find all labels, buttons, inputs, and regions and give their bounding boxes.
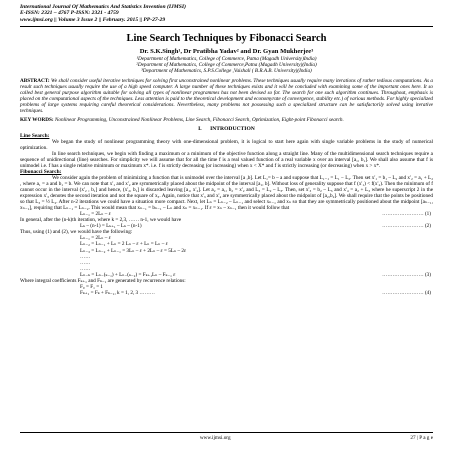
keywords-text: Nonlinear Programming, Unconstrained Nonlinear Problems, Line Search, Fibonacci Search, Optimization, Eight-point Fibonacci search. bbox=[54, 116, 344, 123]
page-footer bbox=[20, 432, 433, 441]
fibonacci-search-paragraph: We consider again the problem of minimizing a function that is unimodel over the interval [a ,b]. Let L₁= b – a and suppose that L₁₋₁ = L₁ − L₂. Then set x'₁ = b₁ – L₂ and x'₂ = a₁ + L₂ , where a₁ = a and b₁ = b. We can note that x'₁ and x'₂ are symmetrically placed about the midpoint of the interval [a₁, b]. Without loss of generality suppose that f (x'₁) < f(x'₂). Then the minimum of f cannot occur in the interval (x'₂ , b₁] and hence, (x'₂, b₁] is discarded leaving [a₁, x'₂]. Let a₂ = a₁, b₂ = x'₂ and L₃ = L₂ – L₃. Then, set x'₃ = b₂ – L₃ and x'₄ = a₂ + L₃ where he superscript 2 in the expression x'₃ denotes the second iteration and not the square of x₃. Again, notice that x'₃ and x'₄ are symmetrically placed about the midpoint of [a₂,b₂]. We shall require that the points be positioned so that L₃ = ½ L₂. After n-2 iterations we could have a situation more compact. Next, let Lₙ = Lₙ₋₂ – Lₙ₋₁ and select xₙ₋₁ and xₙ so that they are symmetrically positioned about the midpoint [aₙ₋₁, xₙ₋₁], requiring that Lₙ₋₁ = Lₙ₋₂. This would mean that xₙ₋₁ = bₙ₋₁ – Lₙ and xₙ = xₙ₋₁. If ε = xₙ – xₙ₋₁ then it would follow that bbox=[20, 174, 433, 212]
equation-4 bbox=[20, 290, 433, 296]
section-title: INTRODUCTION bbox=[210, 125, 255, 132]
equation-2-number: …………………… (2) bbox=[382, 223, 431, 230]
journal-issue: www.ijmsi.org || Volume 3 Issue 2 || February. 2015 || PP-27-29 bbox=[20, 16, 166, 23]
footer-rule bbox=[20, 432, 433, 433]
affiliation-1: ¹Department of Mathematics, College of Commerce, Patna (Magadh University)India) bbox=[136, 56, 317, 63]
affiliation-2: ²Department of Mathematics, College of Commerce,Patna (Magadh University)(India) bbox=[136, 62, 317, 69]
journal-header bbox=[20, 4, 433, 23]
fibonacci-search-heading: Fibonacci Search: bbox=[20, 168, 62, 175]
line-search-paragraph-1: We began the study of nonlinear programming theory with one-dimensional problem, it is logical to start here again with single variable problems in the study of numerical optimization. bbox=[20, 138, 433, 151]
footer-page-number: 27 | P a g e bbox=[410, 435, 433, 441]
recurrence-intro: Where integral coefficients Fₖ₊₁ and Fₖ₋₁ are generated by recurrence relations: bbox=[20, 277, 186, 284]
derivation-line-text: Lₙ₋₂ = Lₙ₋₁ + Lₙ = 2 Lₙ – ε + Lₙ = Lₙ – ε bbox=[80, 241, 168, 248]
journal-issn: E-ISSN: 2321 – 4767 P-ISSN: 2321 - 4759 bbox=[20, 10, 119, 17]
line-search-heading: Line Search: bbox=[20, 132, 50, 139]
line-search-paragraph-2: In line search techniques, we begin with finding a maximum or a minimum of the objective function along a straight line. Many of the multidimensional search techniques require a sequence of unidirectional (line) searches. For simplicity we will assume that for all the time f is a real valued function of a real variable x over an interval [a₁, b₁]. We shall also assume that f is unimodel i.e. f has a single relative minimum or maximum x*. i.e. f is strictly decreasing (or increasing) when x < X* and f is strictly increasing (or decreasing) when x > x*. bbox=[20, 150, 433, 169]
affiliation-3: ³Department of Mathematics, S.P.S.College ,Vaishali ( B.R.A.B. University)(India) bbox=[141, 68, 312, 75]
derivation-line-text: Lₙ₋₁ = 2Lₙ – ε bbox=[80, 235, 111, 242]
author-list: Dr. S.K.Singh¹, Dr Pratibha Yadav² and Dr. Gyan Mukherjee³ bbox=[139, 48, 314, 56]
footer-site: www.ijmsi.org bbox=[199, 435, 231, 441]
equation-2-expr: Lₖ – (n-1) = Lₖ₊₁ – Lₖ – (n-1) bbox=[80, 223, 142, 230]
paper-title: Line Search Techniques by Fibonacci Search bbox=[126, 33, 327, 45]
abstract-label: ABSTRACT: bbox=[20, 78, 50, 85]
keywords-label: KEY WORDS: bbox=[20, 116, 54, 123]
abstract bbox=[20, 78, 433, 114]
equation-3-expr: Lₙ₋ₖ = Lₙ₋(ₖ₋₁) + Lₙ₋(ₖ₋₂) = Fₖ₊₁Lₙ – Fₖ₋₁ ε bbox=[80, 271, 176, 278]
section-heading bbox=[20, 126, 433, 132]
header-rule bbox=[20, 26, 433, 27]
keywords bbox=[20, 117, 433, 123]
equation-4-expr: Fₖ₊₁ = Fₖ + Fₖ₋₁, k = 1, 2, 3 ……… bbox=[80, 289, 155, 296]
section-number: I. bbox=[198, 125, 202, 132]
equation-4-number: …………………… (4) bbox=[382, 289, 431, 296]
general-iteration-text: In general, after the (n-k)th iteration, where k = 2,3, …… n-1, we would have bbox=[20, 217, 182, 224]
derivation-line-text: Lₙ₋₃ = Lₙ₋₂ + Lₙ₋₁ = 3Lₙ – ε + 2Lₙ – ε = 5Lₙ – 2ε bbox=[80, 247, 187, 254]
derivation-line-text: …… bbox=[80, 259, 91, 266]
abstract-text: We shall consider useful iterative techniques for solving first unconstrained nonlinear problems. These techniques usually require many iterations of rather tedious computations. As a result such techniques usually require the use of a high speed computer. A large number of these techniques exists and it will be concluded with examining some of the important ones here. It so called best general purpose algorithm suitable for solving all types of nonlinear programmes has not been devised so far. The search for one such algorithm continues. Throughout, emphasis is placed on the computational aspects of the techniques. Less attention is paid to the theoretical development and economyrate of convergence, stability etc.) of various methods. For highly specialized problems of large systems requiring careful theoretical considerations. Nevertheless, many problems not possessing such a specialized structure can be satisfactorily solved using iterative techniques. bbox=[20, 78, 433, 115]
derivation-line-text: …… bbox=[80, 265, 91, 272]
thus-text: Thus, using (1) and (2), we would have the following: bbox=[20, 229, 133, 236]
journal-name: International Journal Of Mathematics And Statistics Invention (IJMSI) bbox=[20, 4, 186, 10]
equation-1-number: …………………… (1) bbox=[382, 211, 431, 218]
equation-1-expr: Lₙ₋₁ = 2Lₙ – ε bbox=[80, 211, 111, 218]
recurrence-base-text: F₀ = F₁ = 1 bbox=[80, 283, 104, 290]
equation-3-number: …………………… (3) bbox=[382, 271, 431, 278]
derivation-line-text: …… bbox=[80, 253, 91, 260]
